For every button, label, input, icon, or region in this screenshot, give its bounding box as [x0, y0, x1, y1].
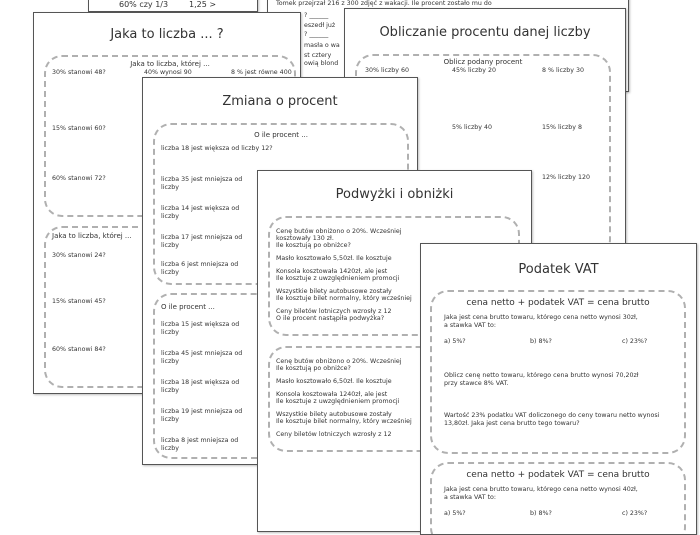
- answer-option: a) 5%?: [444, 338, 466, 345]
- page-title: Podatek VAT: [518, 262, 599, 277]
- exercise-item: 60% stanowi 72?: [52, 175, 106, 182]
- exercise-item: Jaka jest cena brutto towaru, którego cena netto wynosi 30zł, a stawka VAT to:: [444, 314, 638, 329]
- exercise-item: Cenę butów obniżono o 20%. Wcześniej kosztowały 130 zł. Ile kosztują po obniżce?: [276, 228, 402, 249]
- exercise-item: 45% liczby 20: [452, 67, 497, 74]
- table-cell: 1,25 >: [189, 0, 217, 9]
- exercise-item: Konsola kosztowała 1420zł, ale jest Ile kosztuje z uwzględnieniem promocji: [276, 268, 400, 282]
- exercise-item: 15% liczby 8: [542, 124, 582, 131]
- box-header: O ile procent ...: [161, 303, 215, 311]
- exercise-item: 12% liczby 120: [542, 174, 591, 181]
- exercise-item: liczba 14 jest większa od liczby: [161, 205, 240, 220]
- answer-option: c) 23%?: [622, 338, 648, 345]
- box-header: cena netto + podatek VAT = cena brutto: [466, 470, 650, 480]
- exercise-item: Cenę butów obniżono o 20%. Wcześniej Ile kosztują po obniżce?: [276, 358, 402, 372]
- text-line: masła o wa: [304, 42, 340, 49]
- text-line: ? ______: [304, 31, 329, 38]
- table-cell: 60% czy 1/3: [119, 0, 169, 9]
- text-line: owią blond: [304, 60, 339, 67]
- exercise-item: liczba 18 jest większa od liczby 12?: [161, 145, 273, 152]
- exercise-item: 40% wynosi 90: [144, 69, 192, 76]
- exercise-item: liczba 45 jest mniejsza od liczby: [161, 350, 243, 365]
- exercise-item: Ceny biletów lotniczych wzrosły z 12 O ile procent nastąpiła podwyżka?: [276, 308, 392, 322]
- worksheet-podatek-vat: [420, 243, 697, 535]
- page-title: Jaka to liczba ... ?: [110, 27, 224, 42]
- back-page-table: [88, 0, 258, 12]
- exercise-item: liczba 15 jest większa od liczby: [161, 321, 240, 336]
- exercise-item: Wartość 23% podatku VAT doliczonego do ceny towaru netto wynosi 13,80zł. Jaka jest cena brutto tego towaru?: [444, 412, 660, 427]
- exercise-box: [430, 290, 686, 454]
- text-line: Tomek przejrzał 216 z 300 zdjęć z wakacji. Ile procent zostało mu do: [276, 0, 492, 7]
- box-header: Oblicz podany procent: [443, 58, 523, 66]
- exercise-item: 15% stanowi 60?: [52, 125, 106, 132]
- answer-option: c) 23%?: [622, 510, 648, 517]
- exercise-item: 30% stanowi 24?: [52, 252, 106, 259]
- text-line: eszedł już: [304, 22, 336, 29]
- exercise-item: liczba 8 jest mniejsza od liczby: [161, 437, 239, 452]
- answer-option: b) 8%?: [530, 510, 552, 517]
- exercise-item: 8 % liczby 30: [542, 67, 584, 74]
- exercise-item: Oblicz cenę netto towaru, którego cena brutto wynosi 70,20zł przy stawce 8% VAT.: [444, 372, 639, 387]
- exercise-item: liczba 18 jest większa od liczby: [161, 379, 240, 394]
- exercise-item: 30% stanowi 48?: [52, 69, 106, 76]
- exercise-item: 60% stanowi 84?: [52, 346, 106, 353]
- answer-option: a) 5%?: [444, 510, 466, 517]
- page-title: Podwyżki i obniżki: [335, 187, 454, 202]
- box-header: cena netto + podatek VAT = cena brutto: [466, 298, 650, 308]
- exercise-item: liczba 17 jest mniejsza od liczby: [161, 234, 243, 249]
- exercise-item: Wszystkie bilety autobusowe zostały Ile kosztuje bilet normalny, który wcześniej: [276, 411, 412, 425]
- exercise-item: Masło kosztowało 5,50zł. Ile kosztuje: [276, 255, 392, 262]
- exercise-item: 8 % jest równe 400: [231, 69, 292, 76]
- box-header: Jaka to liczba, której ...: [52, 232, 132, 240]
- exercise-item: 15% stanowi 45?: [52, 298, 106, 305]
- box-header: Jaka to liczba, której ...: [130, 60, 210, 68]
- exercise-item: liczba 19 jest mniejsza od liczby: [161, 408, 243, 423]
- answer-option: b) 8%?: [530, 338, 552, 345]
- exercise-item: Konsola kosztowała 1240zł, ale jest Ile kosztuje z uwzględnieniem promocji: [276, 391, 400, 405]
- exercise-item: Ceny biletów lotniczych wzrosły z 12: [276, 431, 392, 438]
- page-title: Obliczanie procentu danej liczby: [379, 25, 591, 40]
- exercise-item: 30% liczby 60: [365, 67, 410, 74]
- exercise-box: [430, 462, 686, 535]
- text-line: ? ______: [304, 12, 329, 19]
- exercise-item: 5% liczby 40: [452, 124, 492, 131]
- exercise-item: Masło kosztowało 6,50zł. Ile kosztuje: [276, 378, 392, 385]
- exercise-item: liczba 35 jest mniejsza od liczby: [161, 176, 243, 191]
- exercise-item: Jaka jest cena brutto towaru, którego cena netto wynosi 40zł, a stawka VAT to:: [444, 486, 638, 501]
- exercise-item: liczba 6 jest mniejsza od liczby: [161, 261, 239, 276]
- text-line: st cztery: [304, 52, 332, 59]
- page-title: Zmiana o procent: [222, 94, 338, 109]
- exercise-item: Wszystkie bilety autobusowe zostały Ile kosztuje bilet normalny, który wcześniej: [276, 288, 412, 302]
- box-header: O ile procent ...: [254, 131, 308, 139]
